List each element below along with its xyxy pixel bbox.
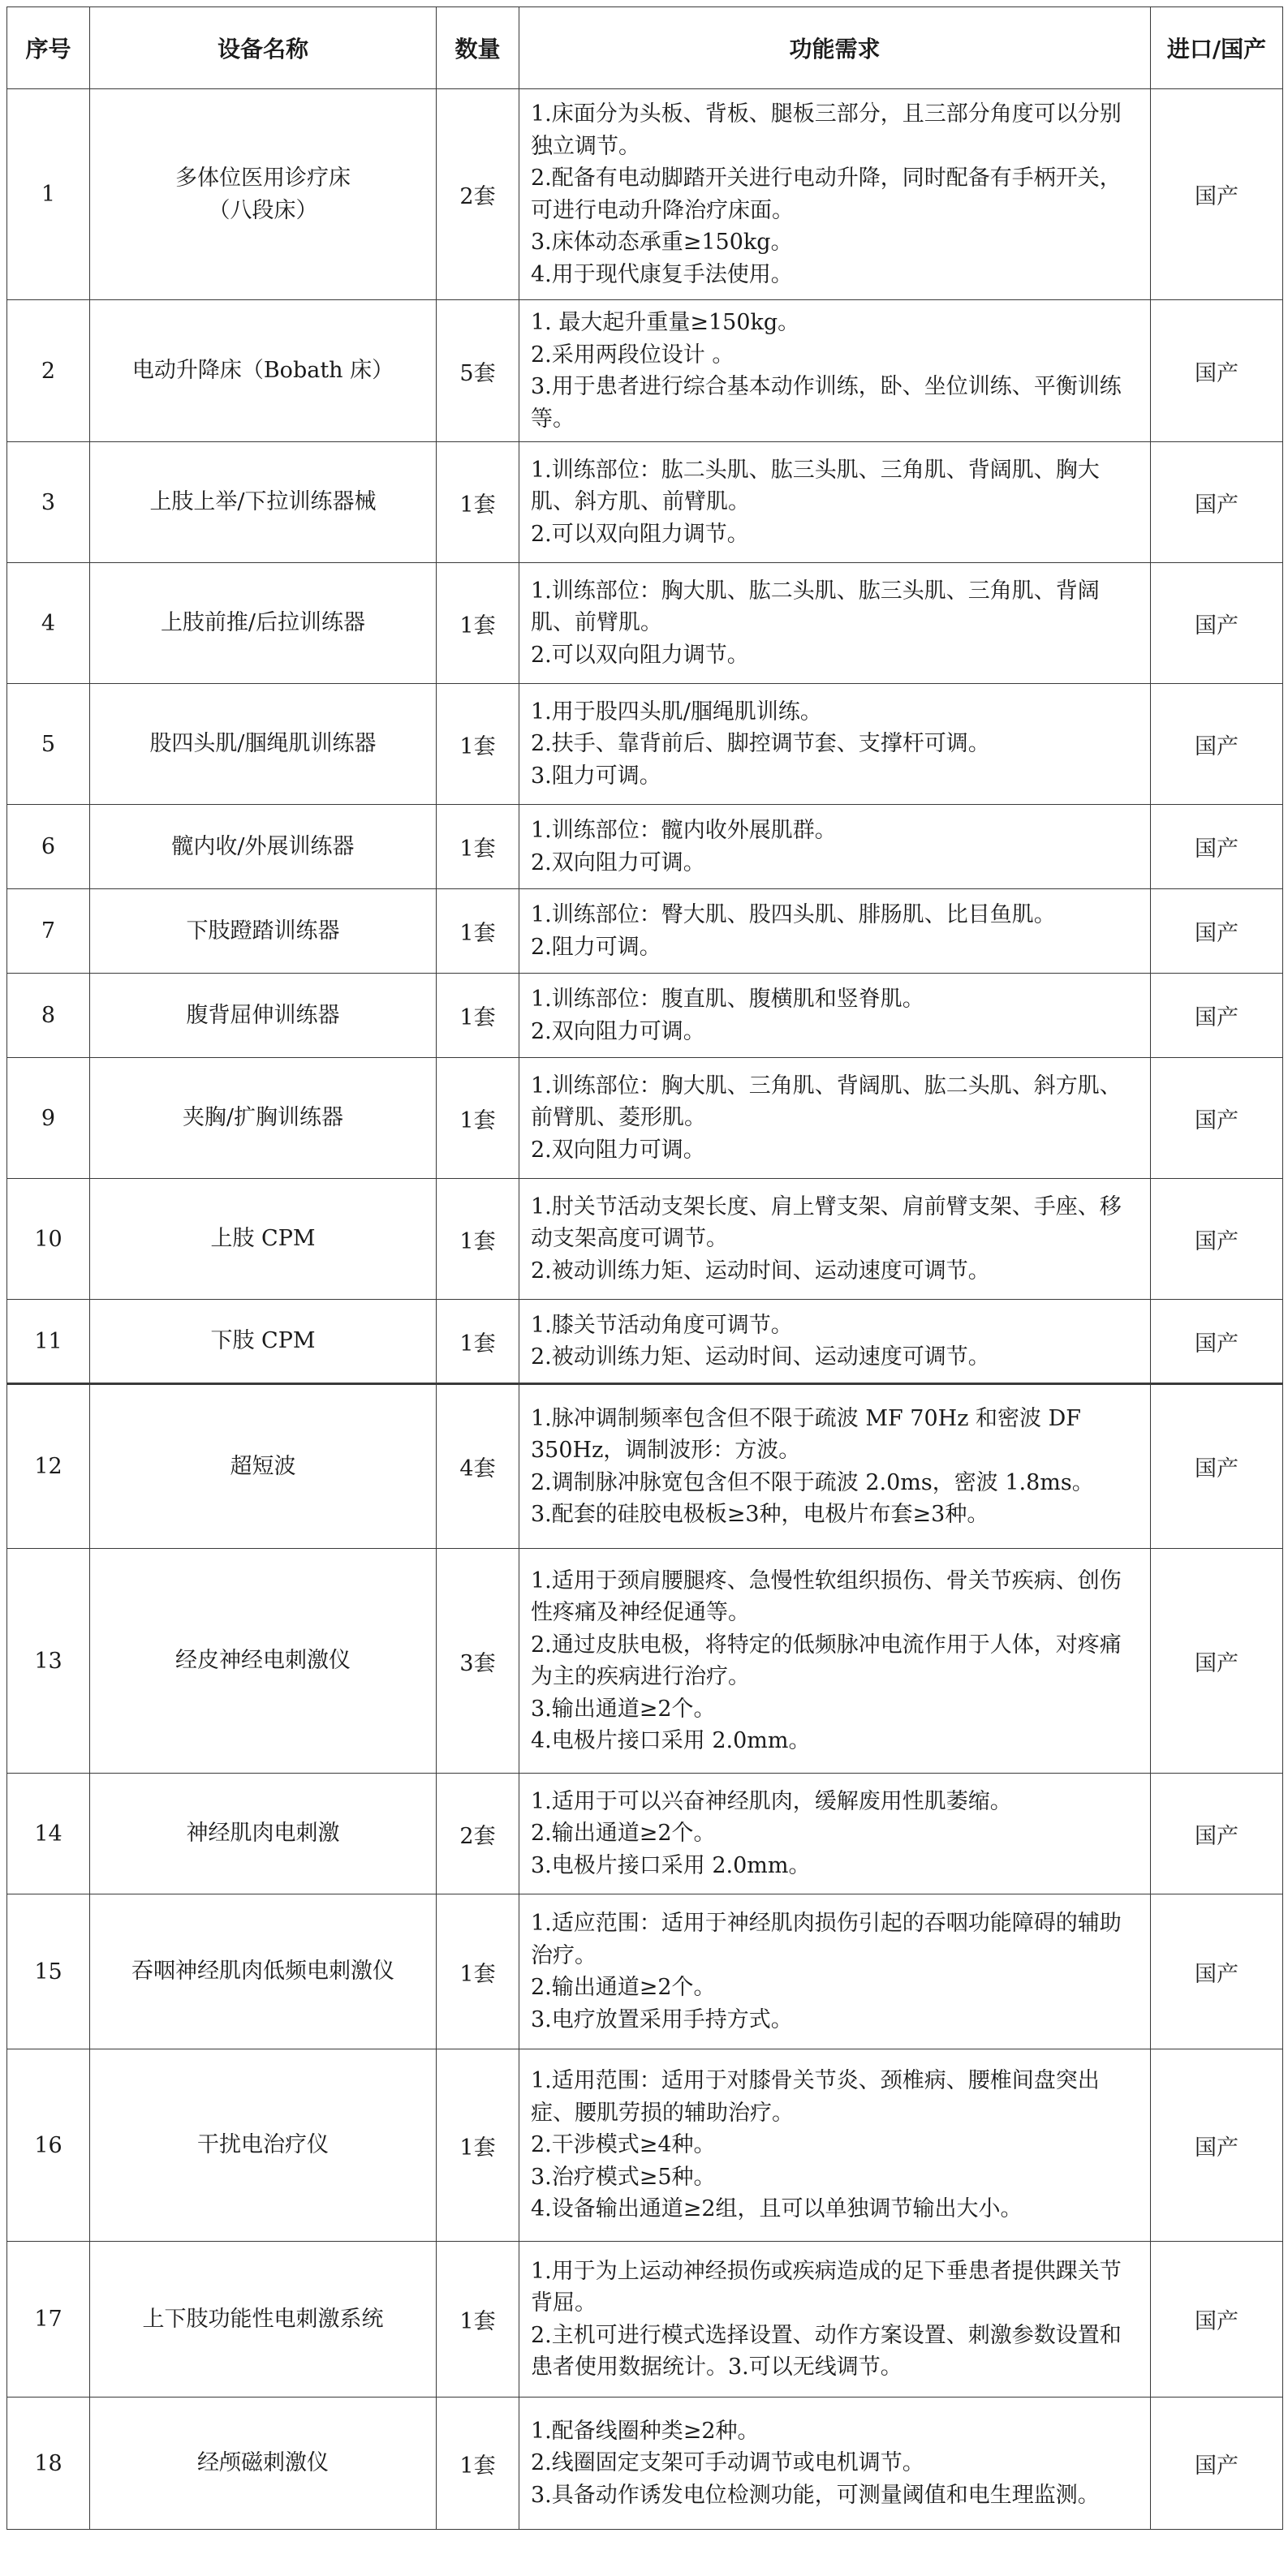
row-number: 16 (7, 2049, 90, 2242)
function-requirements (519, 89, 1151, 300)
quantity: 2套 (437, 1774, 519, 1894)
function-requirements (519, 1058, 1151, 1179)
equipment-name-text: 超短波 (230, 1453, 296, 1479)
requirement-line: 2.双向阻力可调。 (531, 1137, 705, 1163)
table-row (7, 2242, 1283, 2398)
equipment-name (90, 442, 437, 563)
origin: 国产 (1151, 974, 1283, 1058)
origin: 国产 (1151, 1179, 1283, 1300)
origin: 国产 (1151, 1774, 1283, 1894)
table-row (7, 1179, 1283, 1300)
quantity: 2套 (437, 89, 519, 300)
requirement-line: 1.用于为上运动神经损伤或疾病造成的足下垂患者提供踝关节背屈。 (531, 2258, 1122, 2316)
requirement-line: 1.肘关节活动支架长度、肩上臂支架、肩前臂支架、手座、移动支架高度可调节。 (531, 1193, 1122, 1252)
equipment-name-text: 神经肌肉电刺激 (186, 1821, 340, 1846)
equipment-name (90, 2398, 437, 2530)
row-number: 2 (7, 300, 90, 442)
row-number: 4 (7, 563, 90, 684)
equipment-name-text: 电动升降床（Bobath 床） (131, 358, 394, 383)
quantity: 1套 (437, 889, 519, 974)
quantity: 1套 (437, 1894, 519, 2049)
requirement-line: 3.治疗模式≥5种。 (531, 2164, 716, 2190)
table-row (7, 89, 1283, 300)
function-requirements (519, 563, 1151, 684)
requirement-line: 2.被动训练力矩、运动时间、运动速度可调节。 (531, 1258, 990, 1284)
requirement-line: 1.脉冲调制频率包含但不限于疏波 MF 70Hz 和密波 DF 350Hz，调制波形：方波。 (531, 1405, 1081, 1463)
equipment-name (90, 1384, 437, 1549)
header-no: 序号 (7, 7, 90, 89)
requirement-line: 1.训练部位：腹直肌、腹横肌和竖脊肌。 (531, 987, 924, 1012)
header-qty: 数量 (437, 7, 519, 89)
quantity: 1套 (437, 805, 519, 889)
equipment-name (90, 1300, 437, 1384)
requirement-line: 1.训练部位：胸大肌、三角肌、背阔肌、肱二头肌、斜方肌、前臂肌、菱形肌。 (531, 1073, 1122, 1131)
row-number: 5 (7, 684, 90, 805)
table-row (7, 300, 1283, 442)
requirement-line: 1.训练部位：胸大肌、肱二头肌、肱三头肌、三角肌、背阔肌、前臂肌。 (531, 578, 1100, 636)
equipment-name (90, 563, 437, 684)
origin: 国产 (1151, 889, 1283, 974)
requirement-line: 3.配套的硅胶电极板≥3种，电极片布套≥3种。 (531, 1502, 989, 1527)
requirement-line: 3.电疗放置采用手持方式。 (531, 2006, 793, 2032)
requirement-line: 2.双向阻力可调。 (531, 1018, 705, 1044)
equipment-name (90, 684, 437, 805)
equipment-name-text: 股四头肌/腘绳肌训练器 (149, 731, 377, 756)
function-requirements (519, 1179, 1151, 1300)
requirement-line: 1. 最大起升重量≥150kg。 (531, 310, 800, 335)
table-row (7, 805, 1283, 889)
row-number: 1 (7, 89, 90, 300)
requirement-line: 1.用于股四头肌/腘绳肌训练。 (531, 699, 822, 725)
requirement-line: 4.设备输出通道≥2组，且可以单独调节输出大小。 (531, 2196, 1023, 2222)
function-requirements (519, 1384, 1151, 1549)
equipment-name (90, 805, 437, 889)
origin: 国产 (1151, 2398, 1283, 2530)
requirement-line: 3.用于患者进行综合基本动作训练，卧、坐位训练、平衡训练等。 (531, 374, 1122, 432)
function-requirements (519, 300, 1151, 442)
row-number: 8 (7, 974, 90, 1058)
quantity: 1套 (437, 2398, 519, 2530)
requirement-line: 4.用于现代康复手法使用。 (531, 261, 793, 287)
equipment-name-text: 夹胸/扩胸训练器 (182, 1105, 344, 1130)
row-number: 9 (7, 1058, 90, 1179)
requirement-line: 3.床体动态承重≥150kg。 (531, 230, 793, 255)
row-number: 12 (7, 1384, 90, 1549)
requirement-line: 2.配备有电动脚踏开关进行电动升降，同时配备有手柄开关，可进行电动升降治疗床面。 (531, 166, 1122, 223)
header-requirements: 功能需求 (519, 7, 1151, 89)
row-number: 11 (7, 1300, 90, 1384)
table-row (7, 1549, 1283, 1774)
requirement-line: 2.主机可进行模式选择设置、动作方案设置、刺激参数设置和患者使用数据统计。3.可以无线调节。 (531, 2322, 1122, 2380)
equipment-name-text: 下肢 CPM (210, 1328, 316, 1353)
requirement-line: 1.训练部位：臀大肌、股四头肌、腓肠肌、比目鱼肌。 (531, 902, 1056, 927)
quantity: 1套 (437, 2049, 519, 2242)
equipment-name (90, 1058, 437, 1179)
requirement-line: 3.阻力可调。 (531, 763, 661, 789)
equipment-name-text: 吞咽神经肌肉低频电刺激仪 (131, 1959, 394, 1984)
equipment-requirements-table (6, 6, 1283, 2530)
row-number: 3 (7, 442, 90, 563)
equipment-name (90, 89, 437, 300)
requirement-line: 2.双向阻力可调。 (531, 849, 705, 875)
row-number: 17 (7, 2242, 90, 2398)
origin: 国产 (1151, 684, 1283, 805)
table-row (7, 889, 1283, 974)
table-row (7, 684, 1283, 805)
requirement-line: 4.电极片接口采用 2.0mm。 (531, 1728, 811, 1753)
quantity: 5套 (437, 300, 519, 442)
equipment-name (90, 974, 437, 1058)
origin: 国产 (1151, 2049, 1283, 2242)
quantity: 1套 (437, 563, 519, 684)
function-requirements (519, 2398, 1151, 2530)
origin: 国产 (1151, 442, 1283, 563)
equipment-name (90, 1549, 437, 1774)
origin: 国产 (1151, 1384, 1283, 1549)
requirement-line: 1.训练部位：肱二头肌、肱三头肌、三角肌、背阔肌、胸大肌、斜方肌、前臂肌。 (531, 457, 1100, 515)
origin: 国产 (1151, 563, 1283, 684)
requirement-line: 2.扶手、靠背前后、脚控调节套、支撑杆可调。 (531, 731, 990, 757)
requirement-line: 1.膝关节活动角度可调节。 (531, 1312, 793, 1338)
requirement-line: 2.被动训练力矩、运动时间、运动速度可调节。 (531, 1344, 990, 1370)
equipment-name (90, 2049, 437, 2242)
origin: 国产 (1151, 89, 1283, 300)
requirement-line: 2.调制脉冲脉宽包含但不限于疏波 2.0ms，密波 1.8ms。 (531, 1469, 1094, 1495)
function-requirements (519, 805, 1151, 889)
row-number: 6 (7, 805, 90, 889)
function-requirements (519, 889, 1151, 974)
requirement-line: 1.配备线圈种类≥2种。 (531, 2418, 760, 2444)
table-row (7, 563, 1283, 684)
requirement-line: 3.具备动作诱发电位检测功能，可测量阈值和电生理监测。 (531, 2482, 1100, 2508)
requirement-line: 1.适用于可以兴奋神经肌肉，缓解废用性肌萎缩。 (531, 1788, 1012, 1814)
requirement-line: 1.床面分为头板、背板、腿板三部分，且三部分角度可以分别独立调节。 (531, 101, 1122, 159)
function-requirements (519, 2242, 1151, 2398)
table-row (7, 974, 1283, 1058)
quantity: 1套 (437, 2242, 519, 2398)
table-header-row (7, 7, 1283, 89)
requirement-line: 2.通过皮肤电极，将特定的低频脉冲电流作用于人体，对疼痛为主的疾病进行治疗。 (531, 1632, 1122, 1689)
requirement-line: 2.输出通道≥2个。 (531, 1975, 716, 2000)
quantity: 4套 (437, 1384, 519, 1549)
equipment-name-text: 干扰电治疗仪 (197, 2132, 329, 2157)
equipment-name (90, 300, 437, 442)
requirement-line: 2.干涉模式≥4种。 (531, 2132, 716, 2158)
function-requirements (519, 442, 1151, 563)
function-requirements (519, 1300, 1151, 1384)
quantity: 1套 (437, 1058, 519, 1179)
header-name: 设备名称 (90, 7, 437, 89)
quantity: 1套 (437, 1179, 519, 1300)
requirement-line: 2.线圈固定支架可手动调节或电机调节。 (531, 2450, 924, 2476)
equipment-name-text: 腹背屈伸训练器 (186, 1002, 340, 1028)
equipment-name-text: 上肢前推/后拉训练器 (160, 610, 366, 635)
requirement-line: 2.采用两段位设计 。 (531, 342, 734, 368)
function-requirements (519, 684, 1151, 805)
table-row (7, 1894, 1283, 2049)
requirement-line: 2.可以双向阻力调节。 (531, 642, 749, 668)
table-row (7, 442, 1283, 563)
requirement-line: 2.阻力可调。 (531, 934, 661, 960)
quantity: 1套 (437, 684, 519, 805)
row-number: 14 (7, 1774, 90, 1894)
function-requirements (519, 1894, 1151, 2049)
equipment-name (90, 1894, 437, 2049)
equipment-name-text: 经皮神经电刺激仪 (175, 1648, 351, 1673)
origin: 国产 (1151, 805, 1283, 889)
origin: 国产 (1151, 300, 1283, 442)
requirement-line: 2.输出通道≥2个。 (531, 1821, 716, 1847)
requirement-line: 1.适用范围：适用于对膝骨关节炎、颈椎病、腰椎间盘突出症、腰肌劳损的辅助治疗。 (531, 2068, 1100, 2126)
row-number: 18 (7, 2398, 90, 2530)
quantity: 3套 (437, 1549, 519, 1774)
equipment-name-text: 多体位医用诊疗床 （八段床） (175, 165, 351, 223)
function-requirements (519, 1549, 1151, 1774)
row-number: 13 (7, 1549, 90, 1774)
equipment-name-text: 经颅磁刺激仪 (197, 2450, 329, 2475)
requirement-line: 1.适用于颈肩腰腿疼、急慢性软组织损伤、骨关节疾病、创伤性疼痛及神经促通等。 (531, 1568, 1122, 1625)
equipment-name (90, 1179, 437, 1300)
origin: 国产 (1151, 1058, 1283, 1179)
table-row (7, 2398, 1283, 2530)
requirement-line: 1.适应范围：适用于神经肌肉损伤引起的吞咽功能障碍的辅助治疗。 (531, 1911, 1122, 1968)
equipment-name-text: 上下肢功能性电刺激系统 (142, 2306, 384, 2332)
equipment-name-text: 下肢蹬踏训练器 (186, 918, 340, 944)
equipment-name (90, 2242, 437, 2398)
origin: 国产 (1151, 1300, 1283, 1384)
function-requirements (519, 974, 1151, 1058)
row-number: 7 (7, 889, 90, 974)
quantity: 1套 (437, 1300, 519, 1384)
quantity: 1套 (437, 974, 519, 1058)
equipment-name (90, 889, 437, 974)
table-row (7, 2049, 1283, 2242)
function-requirements (519, 2049, 1151, 2242)
header-origin: 进口/国产 (1151, 7, 1283, 89)
equipment-name-text: 髋内收/外展训练器 (171, 833, 355, 859)
requirement-line: 3.电极片接口采用 2.0mm。 (531, 1852, 811, 1878)
requirement-line: 2.可以双向阻力调节。 (531, 521, 749, 547)
origin: 国产 (1151, 2242, 1283, 2398)
equipment-name (90, 1774, 437, 1894)
requirement-line: 3.输出通道≥2个。 (531, 1696, 716, 1722)
table-row (7, 1774, 1283, 1894)
table-row (7, 1300, 1283, 1384)
origin: 国产 (1151, 1894, 1283, 2049)
table-row (7, 1058, 1283, 1179)
function-requirements (519, 1774, 1151, 1894)
table-row (7, 1384, 1283, 1549)
quantity: 1套 (437, 442, 519, 563)
equipment-name-text: 上肢上举/下拉训练器械 (149, 489, 377, 514)
requirement-line: 1.训练部位：髋内收外展肌群。 (531, 818, 837, 843)
row-number: 15 (7, 1894, 90, 2049)
equipment-name-text: 上肢 CPM (210, 1226, 316, 1251)
origin: 国产 (1151, 1549, 1283, 1774)
row-number: 10 (7, 1179, 90, 1300)
